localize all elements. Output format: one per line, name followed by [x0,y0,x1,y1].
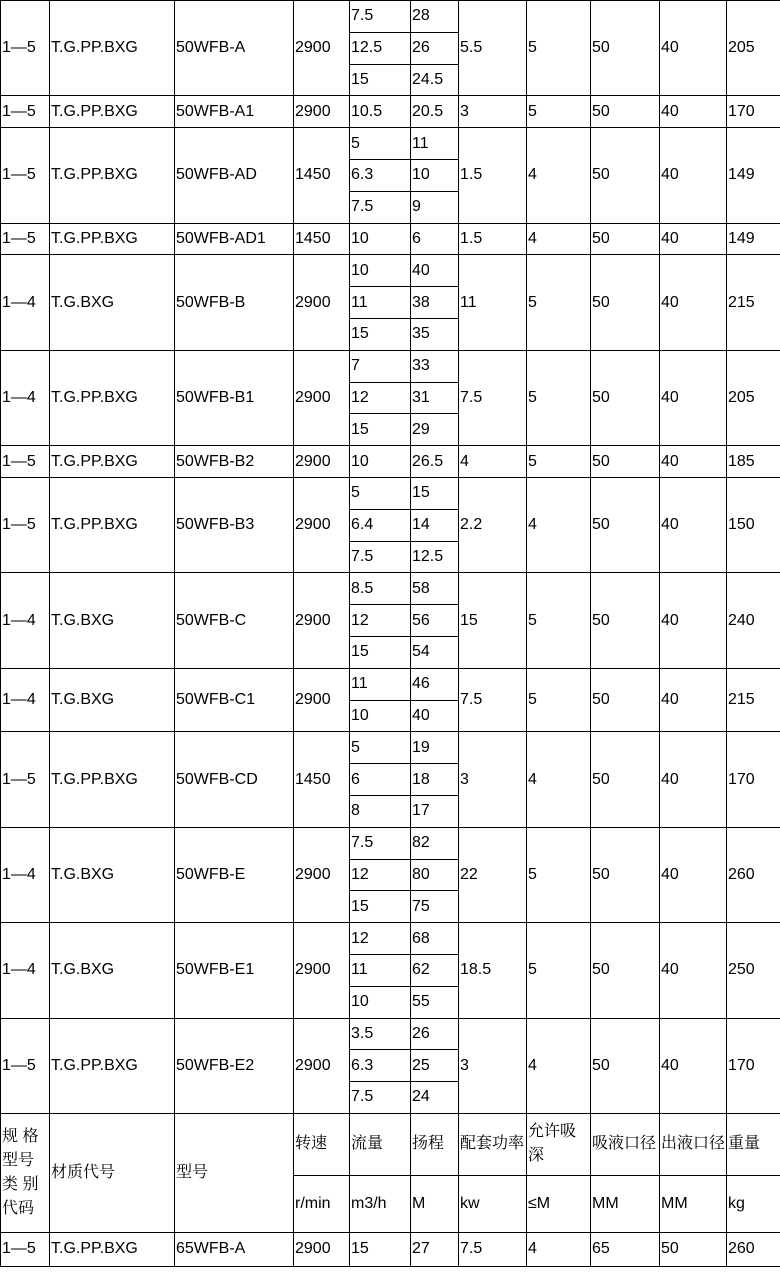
table-row [1,96,780,128]
cell-weight: 215 [727,255,780,350]
cell-outlet: 40 [660,1,727,96]
cell-power: 18.5 [459,923,527,1018]
cell-inlet: 50 [591,96,660,128]
cell-weight: 205 [727,1,780,96]
cell-material: T.G.PP.BXG [50,350,175,445]
cell-category: 1—4 [1,923,50,1018]
cell-head: 75 [411,891,459,923]
cell-power: 5.5 [459,1,527,96]
cell-flow: 15 [350,64,411,96]
cell-flow: 11 [350,954,411,986]
cell-head: 54 [411,636,459,668]
cell-model: 50WFB-B3 [175,477,294,572]
unit-inlet: MM [591,1175,660,1232]
cell-category: 1—5 [1,128,50,223]
cell-inlet: 50 [591,255,660,350]
cell-flow: 7.5 [350,1082,411,1114]
cell-speed: 2900 [294,350,350,445]
cell-flow: 15 [350,318,411,350]
cell-head: 26 [411,32,459,64]
table-row [1,573,780,605]
cell-suction: 5 [527,668,591,732]
cell-inlet: 50 [591,923,660,1018]
cell-flow: 6.4 [350,509,411,541]
cell-category: 1—5 [1,96,50,128]
cell-model: 50WFB-B2 [175,446,294,478]
cell-power: 11 [459,255,527,350]
header-weight: 重量 [727,1113,780,1175]
cell-material: T.G.PP.BXG [50,1018,175,1113]
cell-speed: 2900 [294,1232,350,1266]
cell-flow: 12 [350,923,411,955]
cell-power: 7.5 [459,350,527,445]
cell-suction: 4 [527,128,591,223]
cell-inlet: 50 [591,1,660,96]
cell-weight: 149 [727,223,780,255]
cell-outlet: 40 [660,1018,727,1113]
cell-inlet: 50 [591,446,660,478]
header-inlet: 吸液口径 [591,1113,660,1175]
cell-head: 11 [411,128,459,160]
cell-inlet: 50 [591,1018,660,1113]
cell-head: 14 [411,509,459,541]
cell-flow: 8 [350,795,411,827]
cell-model: 50WFB-E2 [175,1018,294,1113]
cell-flow: 10 [350,986,411,1018]
cell-speed: 2900 [294,1018,350,1113]
cell-head: 19 [411,732,459,764]
cell-outlet: 40 [660,573,727,668]
cell-suction: 5 [527,446,591,478]
cell-power: 22 [459,827,527,922]
cell-outlet: 40 [660,350,727,445]
cell-flow: 10.5 [350,96,411,128]
cell-suction: 4 [527,1018,591,1113]
cell-head: 56 [411,605,459,637]
cell-weight: 149 [727,128,780,223]
cell-category: 1—5 [1,477,50,572]
cell-inlet: 50 [591,668,660,732]
cell-head: 55 [411,986,459,1018]
cell-model: 50WFB-AD [175,128,294,223]
cell-weight: 250 [727,923,780,1018]
cell-outlet: 40 [660,128,727,223]
header-suction: 允许吸深 [527,1113,591,1175]
cell-category: 1—4 [1,827,50,922]
cell-speed: 2900 [294,573,350,668]
cell-suction: 5 [527,573,591,668]
spec-table-body [1,1,780,1267]
cell-weight: 215 [727,668,780,732]
table-row-last [1,1232,780,1266]
cell-suction: 5 [527,350,591,445]
table-row [1,223,780,255]
cell-head: 18 [411,764,459,796]
cell-suction: 4 [527,1232,591,1266]
cell-head: 10 [411,159,459,191]
cell-power: 3 [459,732,527,827]
cell-power: 4 [459,446,527,478]
unit-speed: r/min [294,1175,350,1232]
unit-weight: kg [727,1175,780,1232]
cell-flow: 5 [350,477,411,509]
cell-material: T.G.PP.BXG [50,128,175,223]
cell-head: 33 [411,350,459,382]
cell-inlet: 50 [591,223,660,255]
cell-power: 7.5 [459,668,527,732]
header-power: 配套功率 [459,1113,527,1175]
cell-model: 50WFB-E1 [175,923,294,1018]
cell-power: 3 [459,96,527,128]
cell-speed: 2900 [294,827,350,922]
cell-flow: 15 [350,636,411,668]
cell-suction: 5 [527,96,591,128]
cell-suction: 5 [527,1,591,96]
cell-material: T.G.PP.BXG [50,1,175,96]
cell-head: 31 [411,382,459,414]
cell-speed: 2900 [294,446,350,478]
cell-model: 50WFB-B1 [175,350,294,445]
cell-outlet: 40 [660,96,727,128]
cell-material: T.G.BXG [50,573,175,668]
cell-material: T.G.PP.BXG [50,1232,175,1266]
cell-head: 80 [411,859,459,891]
table-row [1,350,780,382]
cell-model: 50WFB-C1 [175,668,294,732]
unit-suction: ≤M [527,1175,591,1232]
cell-flow: 10 [350,700,411,732]
cell-model: 50WFB-AD1 [175,223,294,255]
cell-inlet: 50 [591,477,660,572]
cell-power: 1.5 [459,128,527,223]
cell-category: 1—4 [1,255,50,350]
cell-material: T.G.PP.BXG [50,96,175,128]
cell-weight: 170 [727,732,780,827]
table-row [1,128,780,160]
cell-inlet: 50 [591,732,660,827]
cell-material: T.G.BXG [50,923,175,1018]
cell-outlet: 40 [660,732,727,827]
cell-flow: 7 [350,350,411,382]
cell-flow: 10 [350,223,411,255]
cell-flow: 12.5 [350,32,411,64]
header-material: 材质代号 [50,1113,175,1232]
cell-flow: 5 [350,128,411,160]
cell-category: 1—4 [1,573,50,668]
cell-inlet: 50 [591,827,660,922]
cell-weight: 260 [727,827,780,922]
cell-head: 9 [411,191,459,223]
cell-material: T.G.BXG [50,827,175,922]
cell-suction: 4 [527,477,591,572]
cell-speed: 2900 [294,96,350,128]
cell-head: 46 [411,668,459,700]
cell-flow: 10 [350,255,411,287]
cell-flow: 6.3 [350,1050,411,1082]
table-row [1,732,780,764]
cell-weight: 205 [727,350,780,445]
cell-weight: 240 [727,573,780,668]
header-flow: 流量 [350,1113,411,1175]
table-row [1,446,780,478]
cell-flow: 12 [350,605,411,637]
cell-category: 1—4 [1,668,50,732]
cell-flow: 3.5 [350,1018,411,1050]
cell-inlet: 65 [591,1232,660,1266]
cell-material: T.G.PP.BXG [50,477,175,572]
cell-model: 50WFB-C [175,573,294,668]
cell-material: T.G.BXG [50,668,175,732]
cell-flow: 10 [350,446,411,478]
cell-head: 68 [411,923,459,955]
cell-flow: 6.3 [350,159,411,191]
cell-power: 15 [459,573,527,668]
header-category: 规 格 型号 类 别 代码 [1,1113,50,1232]
cell-model: 50WFB-A [175,1,294,96]
cell-outlet: 40 [660,255,727,350]
cell-weight: 170 [727,1018,780,1113]
header-speed: 转速 [294,1113,350,1175]
cell-head: 58 [411,573,459,605]
cell-head: 35 [411,318,459,350]
cell-head: 6 [411,223,459,255]
cell-flow: 8.5 [350,573,411,605]
unit-flow: m3/h [350,1175,411,1232]
cell-head: 26.5 [411,446,459,478]
unit-outlet: MM [660,1175,727,1232]
cell-outlet: 40 [660,827,727,922]
header-head: 扬程 [411,1113,459,1175]
cell-outlet: 40 [660,668,727,732]
cell-speed: 1450 [294,732,350,827]
cell-head: 62 [411,954,459,986]
cell-suction: 4 [527,732,591,827]
cell-material: T.G.PP.BXG [50,732,175,827]
cell-flow: 12 [350,382,411,414]
header-outlet: 出液口径 [660,1113,727,1175]
cell-category: 1—5 [1,1018,50,1113]
cell-outlet: 40 [660,223,727,255]
cell-suction: 4 [527,223,591,255]
cell-weight: 170 [727,96,780,128]
cell-model: 50WFB-E [175,827,294,922]
table-row [1,923,780,955]
cell-head: 24.5 [411,64,459,96]
cell-flow: 15 [350,1232,411,1266]
table-row [1,1,780,33]
cell-power: 3 [459,1018,527,1113]
cell-material: T.G.PP.BXG [50,446,175,478]
cell-model: 50WFB-A1 [175,96,294,128]
cell-flow: 7.5 [350,1,411,33]
unit-power: kw [459,1175,527,1232]
cell-head: 27 [411,1232,459,1266]
cell-head: 25 [411,1050,459,1082]
header-model: 型号 [175,1113,294,1232]
cell-flow: 12 [350,859,411,891]
table-row [1,827,780,859]
cell-inlet: 50 [591,128,660,223]
cell-head: 15 [411,477,459,509]
cell-flow: 6 [350,764,411,796]
cell-category: 1—5 [1,1232,50,1266]
cell-model: 65WFB-A [175,1232,294,1266]
cell-head: 26 [411,1018,459,1050]
cell-flow: 15 [350,891,411,923]
cell-category: 1—5 [1,732,50,827]
cell-head: 20.5 [411,96,459,128]
cell-weight: 185 [727,446,780,478]
cell-speed: 2900 [294,668,350,732]
cell-material: T.G.PP.BXG [50,223,175,255]
cell-suction: 5 [527,923,591,1018]
table-row [1,1018,780,1050]
cell-flow: 11 [350,287,411,319]
cell-suction: 5 [527,255,591,350]
cell-speed: 2900 [294,1,350,96]
header-row [1,1113,780,1175]
cell-head: 24 [411,1082,459,1114]
cell-power: 7.5 [459,1232,527,1266]
cell-flow: 11 [350,668,411,700]
cell-inlet: 50 [591,573,660,668]
cell-head: 82 [411,827,459,859]
cell-head: 40 [411,255,459,287]
cell-model: 50WFB-CD [175,732,294,827]
cell-speed: 2900 [294,255,350,350]
cell-head: 17 [411,795,459,827]
cell-speed: 1450 [294,223,350,255]
cell-material: T.G.BXG [50,255,175,350]
cell-suction: 5 [527,827,591,922]
cell-flow: 15 [350,414,411,446]
cell-weight: 260 [727,1232,780,1266]
cell-flow: 7.5 [350,191,411,223]
cell-power: 2.2 [459,477,527,572]
cell-speed: 2900 [294,923,350,1018]
cell-power: 1.5 [459,223,527,255]
cell-category: 1—5 [1,1,50,96]
cell-head: 38 [411,287,459,319]
unit-head: M [411,1175,459,1232]
cell-head: 29 [411,414,459,446]
cell-flow: 7.5 [350,541,411,573]
cell-inlet: 50 [591,350,660,445]
cell-model: 50WFB-B [175,255,294,350]
table-row [1,255,780,287]
cell-speed: 1450 [294,128,350,223]
cell-category: 1—4 [1,350,50,445]
cell-outlet: 40 [660,923,727,1018]
table-row [1,477,780,509]
cell-flow: 7.5 [350,827,411,859]
cell-head: 28 [411,1,459,33]
cell-flow: 5 [350,732,411,764]
table-row [1,668,780,700]
cell-outlet: 50 [660,1232,727,1266]
cell-category: 1—5 [1,446,50,478]
cell-head: 12.5 [411,541,459,573]
cell-category: 1—5 [1,223,50,255]
cell-speed: 2900 [294,477,350,572]
cell-weight: 150 [727,477,780,572]
cell-outlet: 40 [660,477,727,572]
cell-head: 40 [411,700,459,732]
cell-outlet: 40 [660,446,727,478]
